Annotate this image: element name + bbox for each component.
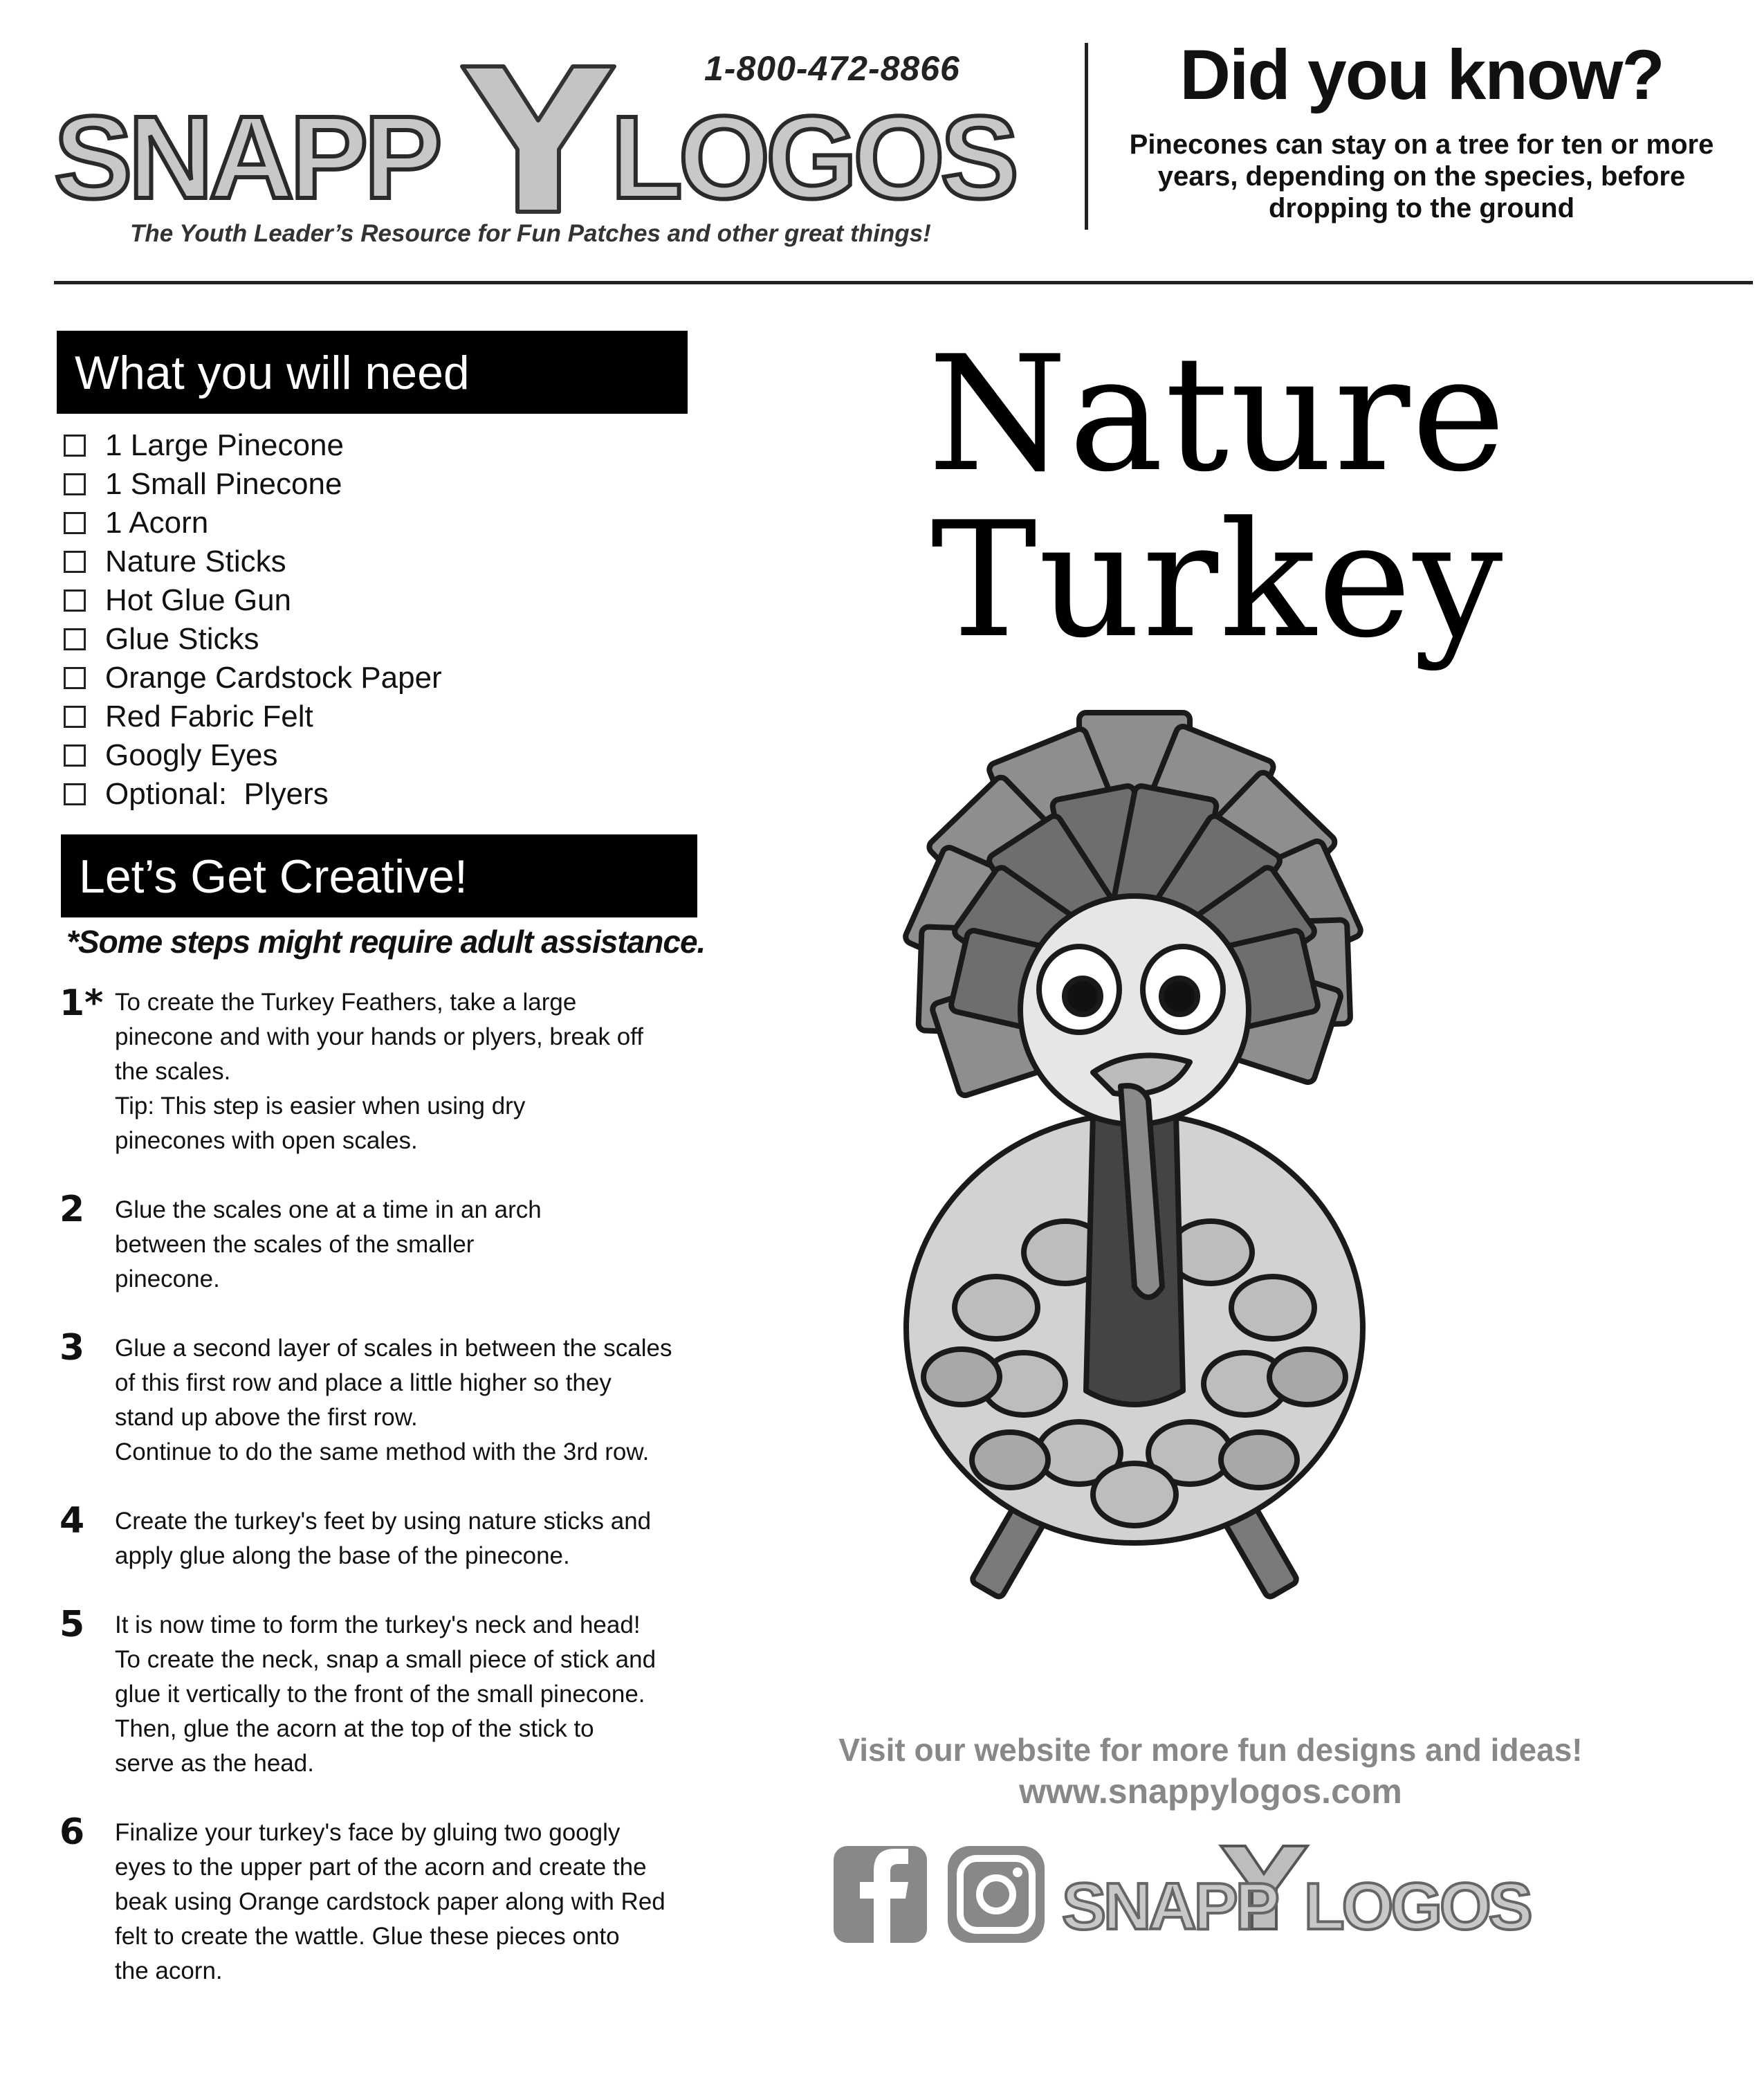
- snappy-logos-logo: [54, 39, 1050, 219]
- step-number: 1*: [59, 982, 104, 1024]
- list-item[interactable]: 1 Large Pinecone: [64, 426, 442, 465]
- step-text: It is now time to form the turkey's neck and head! To create the neck, snap a small piece of stick and glue it vertically to the front of the small pinecone. Then, glue the acorn at the top of the stick to serve as the head.: [115, 1611, 656, 1777]
- list-item[interactable]: Red Fabric Felt: [64, 697, 442, 736]
- create-heading: Let’s Get Creative!: [61, 834, 697, 917]
- svg-text:SNAPP: SNAPP: [54, 92, 439, 219]
- did-you-know-title: Did you know?: [1179, 35, 1664, 114]
- list-item[interactable]: Optional: Plyers: [64, 775, 442, 814]
- social-row: [834, 1832, 1636, 1950]
- checkbox[interactable]: [64, 473, 86, 495]
- step-number: 3: [59, 1327, 85, 1369]
- turkey-illustration: [636, 685, 1743, 1667]
- did-you-know-text: Pinecones can stay on a tree for ten or more years, depending on the species, before dropping to the ground: [1129, 129, 1714, 223]
- step-number: 4: [59, 1500, 85, 1542]
- list-item[interactable]: Orange Cardstock Paper: [64, 659, 442, 697]
- step-text: Create the turkey's feet by using nature sticks and apply glue along the base of the pinecone.: [115, 1508, 652, 1569]
- visit-website-text: Visit our website for more fun designs and ideas!: [838, 1732, 1583, 1768]
- header-divider: [1085, 43, 1088, 230]
- checkbox[interactable]: [64, 435, 86, 457]
- tagline: The Youth Leader’s Resource for Fun Patches and other great things!: [130, 220, 931, 247]
- list-item[interactable]: Nature Sticks: [64, 542, 442, 581]
- svg-text:SNAPP: SNAPP: [1062, 1870, 1277, 1944]
- step-number: 5: [59, 1604, 85, 1645]
- step-text: Glue a second layer of scales in between the scales of this first row and place a little higher so they stand up above the first row. Continue to do the same method with the 3rd row.: [115, 1335, 672, 1465]
- checkbox[interactable]: [64, 744, 86, 767]
- step-text: Glue the scales one at a time in an arch between the scales of the smaller pinecone.: [115, 1196, 542, 1292]
- phone-number: 1-800-472-8866: [704, 49, 960, 88]
- snappy-logos-footer-logo: [1062, 1846, 1531, 1944]
- list-item[interactable]: 1 Acorn: [64, 504, 442, 542]
- instagram-icon[interactable]: [948, 1846, 1045, 1943]
- checkbox[interactable]: [64, 706, 86, 728]
- website-link[interactable]: www.snappylogos.com: [1019, 1772, 1402, 1811]
- checkbox[interactable]: [64, 589, 86, 612]
- list-item[interactable]: Googly Eyes: [64, 736, 442, 775]
- facebook-icon[interactable]: [834, 1846, 927, 1943]
- header-rule: [54, 281, 1753, 284]
- list-item[interactable]: Glue Sticks: [64, 620, 442, 659]
- adult-assistance-note: *Some steps might require adult assistance.: [66, 924, 706, 960]
- checkbox[interactable]: [64, 551, 86, 573]
- step-number: 6: [59, 1811, 85, 1853]
- checkbox[interactable]: [64, 512, 86, 534]
- list-item[interactable]: Hot Glue Gun: [64, 581, 442, 620]
- step-text: Finalize your turkey's face by gluing two googly eyes to the upper part of the acorn and create the beak using Orange cardstock paper along with Red felt to create the wattle. Glue these pieces onto the acorn.: [115, 1819, 665, 1984]
- needs-heading: What you will need: [57, 331, 688, 414]
- checkbox[interactable]: [64, 628, 86, 650]
- svg-text:LOGOS: LOGOS: [1304, 1870, 1530, 1944]
- step-text: To create the Turkey Feathers, take a large pinecone and with your hands or plyers, break off the scales. Tip: This step is easier when using dry pinecones with open scales.: [115, 989, 643, 1154]
- step-number: 2: [59, 1189, 85, 1230]
- checkbox[interactable]: [64, 783, 86, 805]
- needs-list: [64, 426, 442, 814]
- page-title-line-1: Nature: [928, 322, 1507, 507]
- page-title-line-2: Turkey: [930, 488, 1505, 673]
- list-item[interactable]: 1 Small Pinecone: [64, 465, 442, 504]
- checkbox[interactable]: [64, 667, 86, 689]
- svg-text:LOGOS: LOGOS: [611, 92, 1015, 219]
